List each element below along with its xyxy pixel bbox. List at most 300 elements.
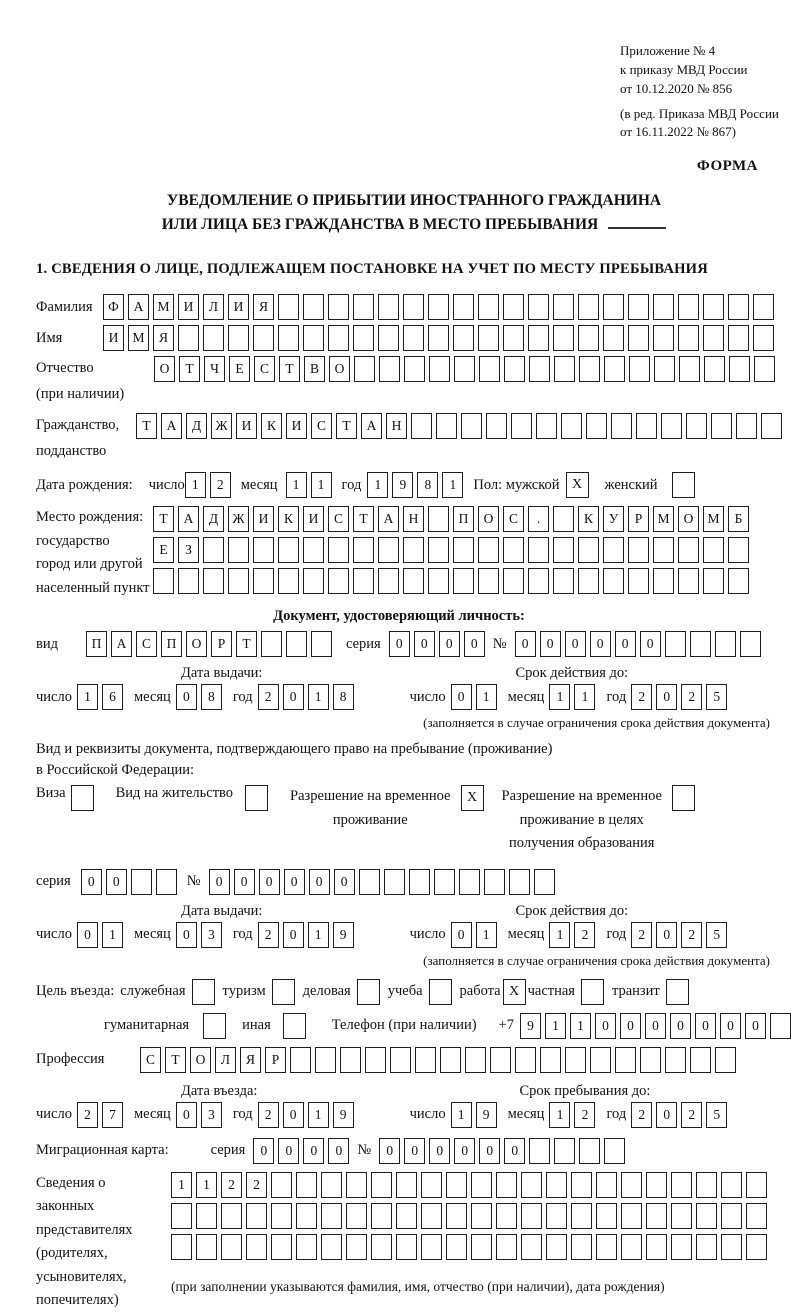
char-cell xyxy=(461,413,482,439)
stay-day-cells xyxy=(451,1102,497,1128)
char-cell xyxy=(504,356,525,382)
char-cell xyxy=(521,1203,542,1229)
migr-number-label: № xyxy=(357,1142,372,1159)
char-cell: 0 xyxy=(590,631,611,657)
purpose-humanitarian: гуманитарная xyxy=(104,1013,226,1039)
char-cell xyxy=(403,325,424,351)
char-cell: 0 xyxy=(176,1102,197,1128)
char-cell xyxy=(428,568,449,594)
char-cell: М xyxy=(153,294,174,320)
char-cell xyxy=(596,1172,617,1198)
char-cell: К xyxy=(578,506,599,532)
char-cell: П xyxy=(161,631,182,657)
char-cell xyxy=(471,1203,492,1229)
char-cell: 3 xyxy=(201,922,222,948)
char-cell xyxy=(546,1234,567,1260)
char-cell: Н xyxy=(386,413,407,439)
char-cell xyxy=(496,1234,517,1260)
migr-series-cells xyxy=(253,1138,349,1164)
temp-residence-edu-checkbox xyxy=(672,785,695,811)
char-cell xyxy=(411,413,432,439)
char-cell xyxy=(303,325,324,351)
entry-month-cells xyxy=(176,1102,222,1128)
char-cell xyxy=(565,1047,586,1073)
profession-row xyxy=(36,1047,792,1073)
permit-series-label: серия xyxy=(36,873,71,890)
char-cell: 2 xyxy=(246,1172,267,1198)
char-cell xyxy=(671,1172,692,1198)
char-cell xyxy=(434,869,455,895)
char-cell xyxy=(484,869,505,895)
residence-permit-label: Вид на жительство xyxy=(115,785,234,802)
char-cell: 1 xyxy=(185,472,206,498)
char-cell: 2 xyxy=(631,1102,652,1128)
char-cell xyxy=(478,537,499,563)
doc-series-label: серия xyxy=(346,635,381,652)
permit-dates-row xyxy=(36,922,792,948)
char-cell: 2 xyxy=(681,684,702,710)
char-cell: 0 xyxy=(745,1013,766,1039)
doc-dates-row xyxy=(36,684,792,710)
purpose-row2 xyxy=(36,1013,792,1039)
ref-line: к приказу МВД России xyxy=(620,61,748,77)
char-cell xyxy=(378,294,399,320)
char-cell xyxy=(770,1013,791,1039)
char-cell: 2 xyxy=(631,684,652,710)
char-cell xyxy=(715,631,736,657)
char-cell xyxy=(440,1047,461,1073)
char-cell: Д xyxy=(186,413,207,439)
char-cell xyxy=(131,869,152,895)
birthdate-row xyxy=(36,472,792,498)
char-cell: А xyxy=(161,413,182,439)
char-cell xyxy=(346,1203,367,1229)
char-cell xyxy=(686,413,707,439)
char-cell xyxy=(428,325,449,351)
char-cell xyxy=(379,356,400,382)
phone-prefix: +7 xyxy=(498,1017,514,1034)
char-cell: 0 xyxy=(656,1102,677,1128)
citizenship-row xyxy=(36,413,792,465)
char-cell: 1 xyxy=(286,472,307,498)
char-cell: 0 xyxy=(720,1013,741,1039)
char-cell xyxy=(603,325,624,351)
char-cell: 0 xyxy=(309,869,330,895)
char-cell xyxy=(586,413,607,439)
birthplace-cells-line3 xyxy=(153,568,749,594)
char-cell xyxy=(529,356,550,382)
char-cell: 2 xyxy=(574,1102,595,1128)
char-cell xyxy=(721,1234,742,1260)
char-cell xyxy=(246,1234,267,1260)
char-cell xyxy=(278,294,299,320)
char-cell xyxy=(678,568,699,594)
char-cell: 0 xyxy=(77,922,98,948)
char-cell xyxy=(603,568,624,594)
char-cell xyxy=(261,631,282,657)
char-cell xyxy=(328,537,349,563)
char-cell: 0 xyxy=(656,684,677,710)
char-cell: И xyxy=(178,294,199,320)
char-cell: Т xyxy=(236,631,257,657)
char-cell: 1 xyxy=(196,1172,217,1198)
char-cell xyxy=(278,325,299,351)
char-cell: 0 xyxy=(515,631,536,657)
char-cell xyxy=(346,1234,367,1260)
char-cell xyxy=(590,1047,611,1073)
char-cell xyxy=(621,1203,642,1229)
migr-series-label: серия xyxy=(210,1142,246,1159)
char-cell: 0 xyxy=(615,631,636,657)
residence-permit-item xyxy=(116,785,268,811)
name-row xyxy=(36,325,792,351)
char-cell: 2 xyxy=(258,684,279,710)
char-cell xyxy=(715,1047,736,1073)
char-cell: 8 xyxy=(333,684,354,710)
char-cell xyxy=(578,537,599,563)
char-cell: Я xyxy=(240,1047,261,1073)
doc-issue-day-cells xyxy=(77,684,123,710)
char-cell xyxy=(296,1172,317,1198)
char-cell xyxy=(528,325,549,351)
char-cell xyxy=(153,568,174,594)
char-cell: 2 xyxy=(77,1102,98,1128)
work-checkbox: X xyxy=(503,979,526,1005)
char-cell: 0 xyxy=(695,1013,716,1039)
char-cell xyxy=(629,356,650,382)
surname-label: Фамилия xyxy=(36,298,93,315)
char-cell xyxy=(746,1172,767,1198)
char-cell xyxy=(579,1138,600,1164)
char-cell: Я xyxy=(253,294,274,320)
char-cell: 1 xyxy=(549,922,570,948)
char-cell: Р xyxy=(265,1047,286,1073)
char-cell xyxy=(246,1203,267,1229)
char-cell xyxy=(678,537,699,563)
char-cell: Т xyxy=(336,413,357,439)
migr-number-cells xyxy=(379,1138,625,1164)
purpose-other: иная xyxy=(242,1013,306,1039)
char-cell xyxy=(579,356,600,382)
char-cell xyxy=(496,1172,517,1198)
ref-line: от 10.12.2020 № 856 xyxy=(620,80,733,96)
doc-valid-year-cells xyxy=(631,684,727,710)
char-cell: С xyxy=(311,413,332,439)
char-cell xyxy=(253,537,274,563)
char-cell: 0 xyxy=(640,631,661,657)
permit-issue-day-cells xyxy=(77,922,123,948)
study-checkbox xyxy=(429,979,452,1005)
char-cell xyxy=(315,1047,336,1073)
char-cell: 0 xyxy=(259,869,280,895)
char-cell: Е xyxy=(229,356,250,382)
char-cell: Т xyxy=(179,356,200,382)
char-cell: А xyxy=(111,631,132,657)
purpose-business: деловая xyxy=(303,979,380,1005)
entry-dates-headers xyxy=(36,1083,792,1100)
char-cell xyxy=(453,568,474,594)
char-cell: 5 xyxy=(706,1102,727,1128)
doc-issue-date-header: Дата выдачи: xyxy=(181,665,263,682)
char-cell: 1 xyxy=(545,1013,566,1039)
char-cell xyxy=(453,294,474,320)
char-cell xyxy=(646,1172,667,1198)
char-cell: 0 xyxy=(284,869,305,895)
char-cell: 0 xyxy=(414,631,435,657)
char-cell: 0 xyxy=(278,1138,299,1164)
char-cell: С xyxy=(254,356,275,382)
char-cell xyxy=(636,413,657,439)
char-cell: Ж xyxy=(211,413,232,439)
char-cell xyxy=(346,1172,367,1198)
char-cell xyxy=(690,1047,711,1073)
residence-permit-checkbox xyxy=(245,785,268,811)
char-cell xyxy=(553,294,574,320)
purpose-transit: транзит xyxy=(612,979,689,1005)
char-cell xyxy=(603,294,624,320)
doc-series-cells xyxy=(389,631,485,657)
profession-label: Профессия xyxy=(36,1051,105,1068)
char-cell: 2 xyxy=(631,922,652,948)
doc-number-cells xyxy=(515,631,761,657)
char-cell: Т xyxy=(136,413,157,439)
identity-doc-heading: Документ, удостоверяющий личность: xyxy=(273,608,525,625)
char-cell: 0 xyxy=(504,1138,525,1164)
permit-issue-date-header: Дата выдачи: xyxy=(181,902,263,919)
char-cell xyxy=(421,1234,442,1260)
doc-issue-date-group: число 1 6 месяц 0 8 год 2 0 1 8 xyxy=(36,684,354,710)
surname-row xyxy=(36,294,792,320)
purpose-study: учеба xyxy=(388,979,452,1005)
migration-card-row xyxy=(36,1138,792,1164)
ref-line: от 16.11.2022 № 867) xyxy=(620,124,737,140)
entry-day-cells xyxy=(77,1102,123,1128)
doc-issue-year-cells xyxy=(258,684,354,710)
char-cell xyxy=(428,506,449,532)
birthplace-cells-line2 xyxy=(153,537,749,563)
char-cell: 0 xyxy=(429,1138,450,1164)
char-cell xyxy=(428,537,449,563)
char-cell xyxy=(621,1234,642,1260)
char-cell xyxy=(478,325,499,351)
char-cell xyxy=(271,1203,292,1229)
char-cell xyxy=(403,537,424,563)
purpose-tourism: туризм xyxy=(223,979,295,1005)
char-cell xyxy=(596,1203,617,1229)
char-cell: 0 xyxy=(645,1013,666,1039)
char-cell: И xyxy=(286,413,307,439)
purpose-label: Цель въезда: xyxy=(36,983,115,1000)
visa-checkbox xyxy=(71,785,94,811)
char-cell: 8 xyxy=(201,684,222,710)
char-cell xyxy=(604,1138,625,1164)
char-cell: И xyxy=(253,506,274,532)
permit-number-label: № xyxy=(186,873,201,890)
char-cell xyxy=(761,413,782,439)
char-cell xyxy=(503,568,524,594)
char-cell: 8 xyxy=(417,472,438,498)
char-cell: 0 xyxy=(439,631,460,657)
char-cell xyxy=(328,294,349,320)
permit-dates-headers xyxy=(36,903,792,920)
char-cell: 1 xyxy=(442,472,463,498)
char-cell xyxy=(546,1172,567,1198)
char-cell xyxy=(511,413,532,439)
char-cell xyxy=(415,1047,436,1073)
char-cell: 0 xyxy=(464,631,485,657)
char-cell: И xyxy=(228,294,249,320)
char-cell xyxy=(271,1234,292,1260)
char-cell xyxy=(203,568,224,594)
permit-valid-day-cells xyxy=(451,922,497,948)
stay-month-cells xyxy=(549,1102,595,1128)
char-cell: 5 xyxy=(706,922,727,948)
doc-restriction-note: (заполняется в случае ограничения срока действия документа) xyxy=(423,715,770,731)
char-cell xyxy=(679,356,700,382)
char-cell: 9 xyxy=(333,1102,354,1128)
char-cell xyxy=(253,568,274,594)
char-cell xyxy=(296,1234,317,1260)
char-cell xyxy=(703,537,724,563)
char-cell: Л xyxy=(215,1047,236,1073)
char-cell: К xyxy=(278,506,299,532)
representatives-cells-line1 xyxy=(171,1172,767,1198)
char-cell: 1 xyxy=(77,684,98,710)
permit-valid-year-cells xyxy=(631,922,727,948)
char-cell: 0 xyxy=(253,1138,274,1164)
citizenship-label: Гражданство, подданство xyxy=(36,416,120,459)
temp-residence-edu-item xyxy=(502,785,695,855)
char-cell xyxy=(303,294,324,320)
char-cell xyxy=(253,325,274,351)
sex-female-label: женский xyxy=(604,476,658,493)
char-cell: С xyxy=(136,631,157,657)
name-cells xyxy=(103,325,774,351)
char-cell xyxy=(446,1234,467,1260)
char-cell xyxy=(704,356,725,382)
char-cell: 2 xyxy=(210,472,231,498)
char-cell xyxy=(478,294,499,320)
char-cell xyxy=(696,1172,717,1198)
char-cell: О xyxy=(186,631,207,657)
char-cell: 0 xyxy=(454,1138,475,1164)
char-cell: 9 xyxy=(476,1102,497,1128)
char-cell: 0 xyxy=(595,1013,616,1039)
char-cell xyxy=(665,1047,686,1073)
char-cell: 0 xyxy=(334,869,355,895)
char-cell: 0 xyxy=(234,869,255,895)
char-cell xyxy=(554,356,575,382)
char-cell xyxy=(396,1172,417,1198)
char-cell xyxy=(554,1138,575,1164)
doc-valid-until-header: Срок действия до: xyxy=(515,665,629,682)
char-cell: 1 xyxy=(549,1102,570,1128)
char-cell xyxy=(371,1203,392,1229)
char-cell: 0 xyxy=(656,922,677,948)
section1-heading: 1. СВЕДЕНИЯ О ЛИЦЕ, ПОДЛЕЖАЩЕМ ПОСТАНОВКЕ НА УЧЕТ ПО МЕСТУ ПРЕБЫВАНИЯ xyxy=(36,261,708,278)
stay-until-header: Срок пребывания до: xyxy=(519,1082,651,1099)
char-cell xyxy=(340,1047,361,1073)
char-cell xyxy=(471,1172,492,1198)
patronymic-label: Отчество (при наличии) xyxy=(36,360,125,403)
char-cell: Н xyxy=(403,506,424,532)
char-cell xyxy=(553,506,574,532)
char-cell: . xyxy=(528,506,549,532)
permit-restriction-note: (заполняется в случае ограничения срока действия документа) xyxy=(423,952,770,968)
char-cell: 0 xyxy=(81,869,102,895)
char-cell: 0 xyxy=(451,922,472,948)
char-cell: 1 xyxy=(367,472,388,498)
char-cell xyxy=(428,294,449,320)
char-cell: 0 xyxy=(209,869,230,895)
char-cell xyxy=(353,294,374,320)
char-cell xyxy=(290,1047,311,1073)
birth-day-cells xyxy=(185,472,231,498)
char-cell xyxy=(429,356,450,382)
char-cell xyxy=(365,1047,386,1073)
char-cell xyxy=(354,356,375,382)
char-cell: О xyxy=(478,506,499,532)
char-cell xyxy=(696,1234,717,1260)
char-cell xyxy=(271,1172,292,1198)
char-cell xyxy=(421,1172,442,1198)
char-cell: 1 xyxy=(476,922,497,948)
char-cell xyxy=(534,869,555,895)
char-cell: О xyxy=(154,356,175,382)
char-cell xyxy=(628,325,649,351)
char-cell xyxy=(736,413,757,439)
char-cell: А xyxy=(378,506,399,532)
permit-series-row xyxy=(36,869,792,895)
char-cell xyxy=(746,1234,767,1260)
char-cell xyxy=(353,537,374,563)
char-cell xyxy=(156,869,177,895)
char-cell xyxy=(553,325,574,351)
char-cell xyxy=(378,537,399,563)
char-cell: М xyxy=(653,506,674,532)
representatives-row xyxy=(36,1172,792,1313)
char-cell: 1 xyxy=(102,922,123,948)
char-cell: С xyxy=(140,1047,161,1073)
stay-year-cells xyxy=(631,1102,727,1128)
humanitarian-checkbox xyxy=(203,1013,226,1039)
char-cell xyxy=(628,294,649,320)
temp-residence-label: Разрешение на временное проживание xyxy=(290,788,451,828)
char-cell xyxy=(728,568,749,594)
char-cell: 0 xyxy=(328,1138,349,1164)
title-blank-underline xyxy=(608,226,666,229)
char-cell xyxy=(711,413,732,439)
char-cell xyxy=(421,1203,442,1229)
right-doc-line2: в Российской Федерации: xyxy=(36,762,195,779)
char-cell: Т xyxy=(353,506,374,532)
char-cell: Я xyxy=(153,325,174,351)
month-label: месяц xyxy=(240,476,278,493)
right-doc-line1: Вид и реквизиты документа, подтверждающего право на пребывание (проживание) xyxy=(36,741,553,758)
char-cell: У xyxy=(603,506,624,532)
birthplace-cells xyxy=(153,506,749,594)
char-cell xyxy=(703,294,724,320)
char-cell xyxy=(353,325,374,351)
char-cell: В xyxy=(304,356,325,382)
official-checkbox xyxy=(192,979,215,1005)
char-cell xyxy=(221,1203,242,1229)
char-cell xyxy=(446,1203,467,1229)
char-cell xyxy=(721,1172,742,1198)
day-label: число xyxy=(148,476,185,493)
char-cell xyxy=(221,1234,242,1260)
permit-valid-month-cells xyxy=(549,922,595,948)
